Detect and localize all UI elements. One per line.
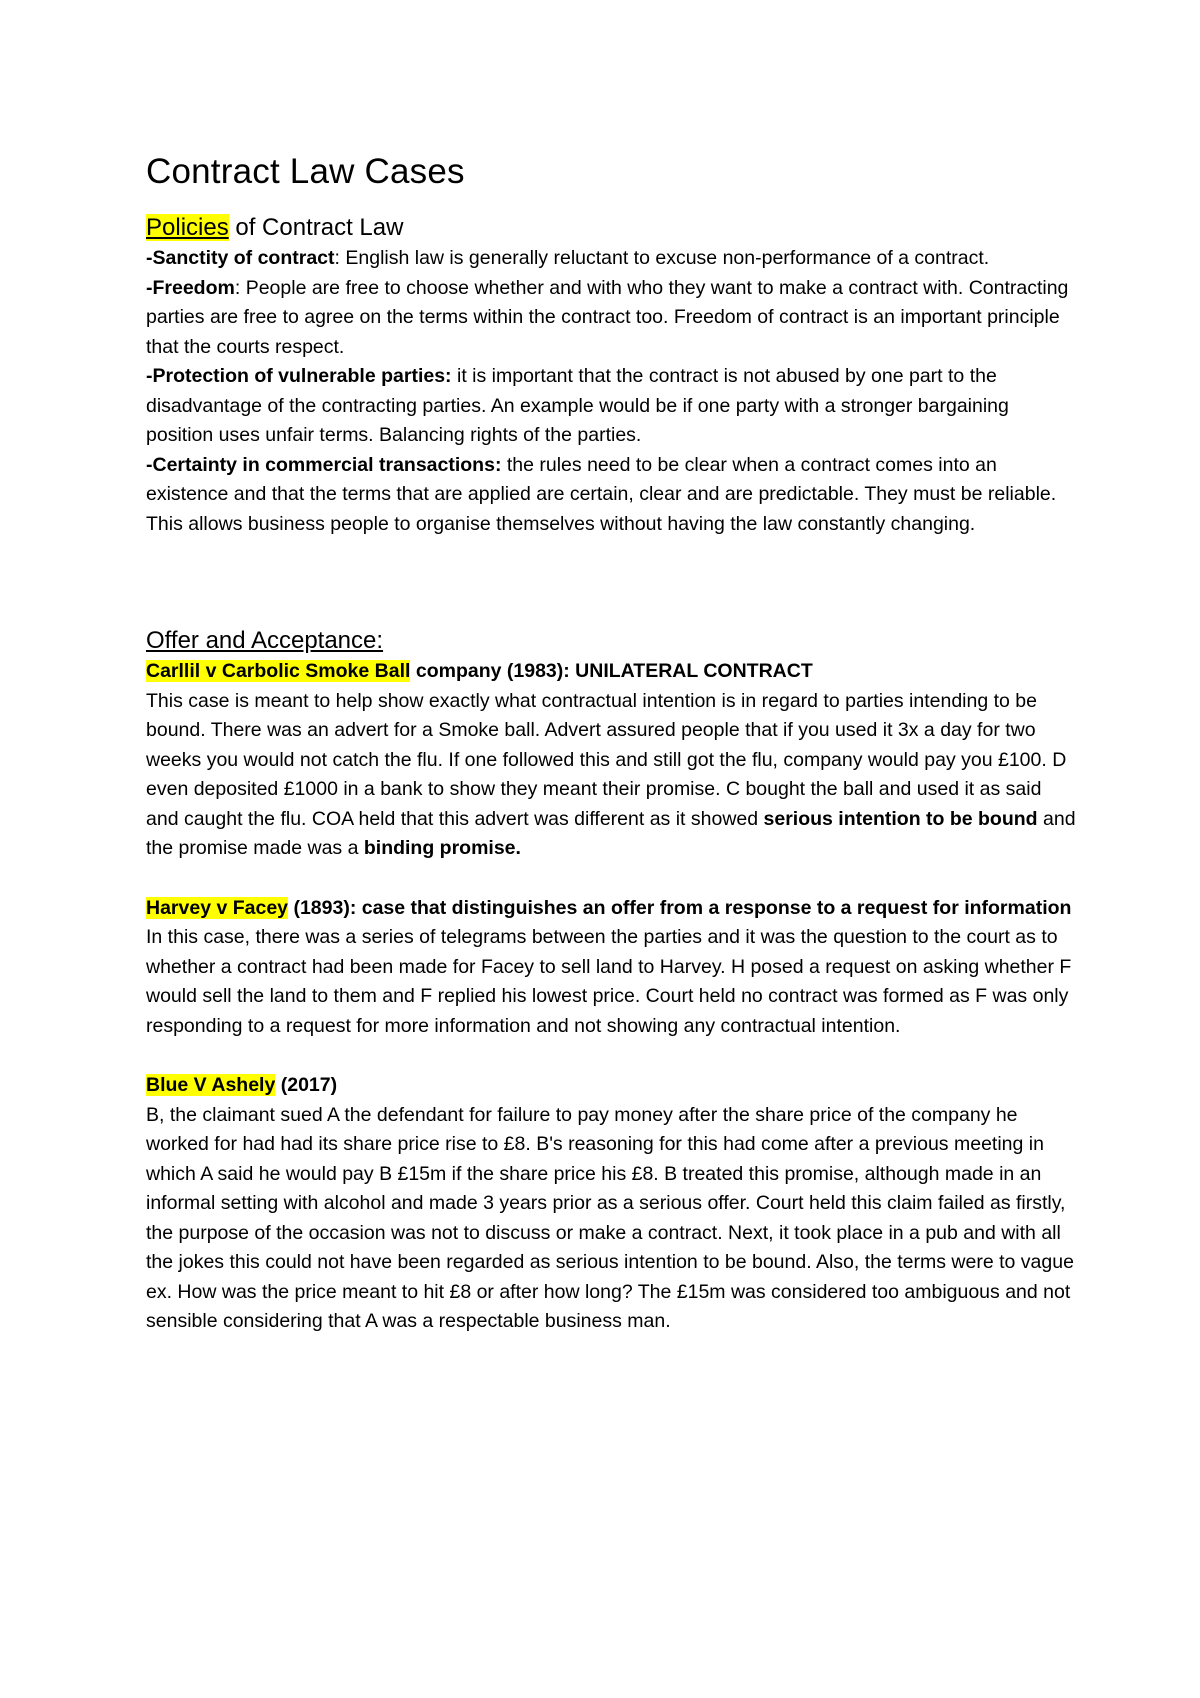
- case-body-blue: B, the claimant sued A the defendant for failure to pay money after the share price of the company he worked for had had its share price rise to £8. B's reasoning for this had come after a previous meeting in which A said he would pay B £15m if the share price his £8. B treated this promise, although made in an informal setting with alcohol and made 3 years prior as a serious offer. Court held this claim failed as firstly, the purpose of the occasion was not to discuss or make a contract. Next, it took place in a pub and with all the jokes this could not have been regarded as serious intention to be bound. Also, the terms were to vague ex. How was the price meant to hit £8 or after how long? The £15m was considered too ambiguous and not sensible considering that A was a respectable business man.: [146, 1103, 1074, 1332]
- case-name: Blue V Ashely: [146, 1074, 276, 1096]
- case-body-carlill: [146, 687, 1076, 864]
- policy-freedom: [146, 274, 1076, 363]
- case-name: Carllil v Carbolic Smoke Ball: [146, 660, 411, 682]
- policy-text: the rules need to be clear when a contract comes into an existence and that the terms that are applied are certain, clear and are predictable. They must be reliable. This allows business people to organise themselves without having the law constantly changing.: [146, 453, 1057, 535]
- case-body-text: and the promise made was a: [146, 807, 1076, 859]
- policy-text: it is important that the contract is not abused by one part to the disadvantage of the contracting parties. An example would be if one party with a stronger bargaining position uses unfair terms. Balancing rights of the parties.: [146, 365, 1009, 446]
- policy-term: -Freedom: [146, 276, 235, 299]
- policy-certainty: [146, 451, 1076, 540]
- document-title: Contract Law Cases: [146, 152, 465, 191]
- case-body-text: This case is meant to help show exactly what contractual intention is in regard to parties intending to be bound. There was an advert for a Smoke ball. Advert assured people that if you used it 3x a day for two weeks you would not catch the flu. If one followed this and still got the flu, company would pay you £100. D even deposited £1000 in a bank to show they meant their promise. C bought the ball and used it as said and caught the flu. COA held that this advert was different as it showed: [146, 689, 1067, 830]
- document-page: [146, 150, 1076, 1337]
- policy-sanctity: [146, 244, 1076, 274]
- case-body-bold: binding promise: [363, 837, 516, 859]
- offer-acceptance-heading: Offer and Acceptance:: [146, 627, 384, 654]
- case-suffix: (2017): [275, 1074, 338, 1096]
- policy-text: People are free to choose whether and with who they want to make a contract with. Contracting parties are free to agree on the terms within the contract too. Freedom of contract is an important principle that the courts respect.: [146, 276, 1069, 358]
- policy-text: English law is generally reluctant to excuse non-performance of a contract.: [345, 247, 990, 269]
- case-name: Harvey v Facey: [146, 896, 289, 919]
- case-suffix: (1893): case that distinguishes an offer from a response to a request for information: [288, 896, 1072, 919]
- case-body-text: .: [515, 837, 521, 859]
- policies-heading-rest: of Contract Law: [228, 214, 404, 241]
- case-body-bold: serious intention to be bound: [763, 807, 1038, 830]
- policy-term: -Protection of vulnerable parties:: [146, 365, 452, 387]
- policies-heading: [146, 212, 1076, 244]
- case-suffix: company (1983): UNILATERAL CONTRACT: [410, 660, 813, 682]
- case-body-harvey: In this case, there was a series of telegrams between the parties and it was the question to the court as to whether a contract had been made for Facey to sell land to Harvey. H posed a request on asking whether F would sell the land to them and F replied his lowest price. Court held no contract was formed as F was only responding to a request for more information and not showing any contractual intention.: [146, 926, 1072, 1037]
- case-title-blue: [146, 1071, 1076, 1101]
- policy-protection: [146, 362, 1076, 451]
- policy-sep: :: [234, 276, 246, 299]
- case-spacer: [146, 1041, 1076, 1071]
- case-spacer: [146, 864, 1076, 894]
- case-title-harvey: [146, 894, 1076, 924]
- policy-sep: :: [334, 247, 346, 269]
- section-spacer: [146, 539, 1076, 625]
- policy-term: -Certainty in commercial transactions:: [146, 453, 502, 476]
- policy-term: -Sanctity of contract: [146, 247, 335, 269]
- policies-heading-highlight: Policies: [146, 214, 229, 241]
- case-title-carlill: [146, 657, 1076, 687]
